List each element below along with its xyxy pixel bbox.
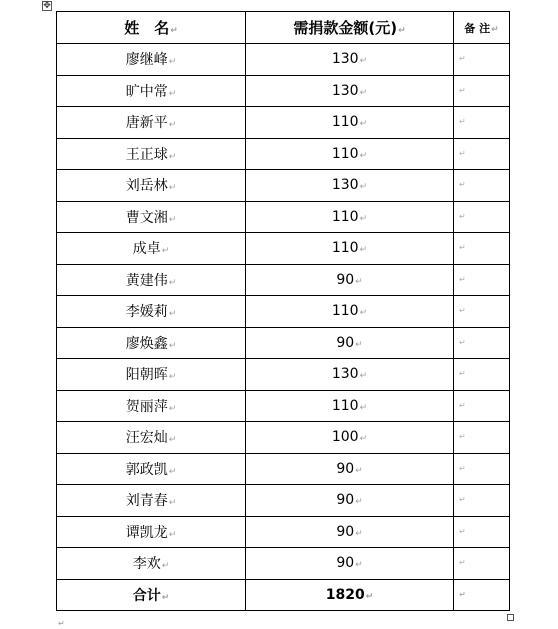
paragraph-mark: ↵ (168, 277, 177, 288)
paragraph-mark: ↵ (168, 214, 177, 225)
paragraph-mark: ↵ (459, 211, 466, 221)
amount-cell[interactable] (246, 327, 454, 359)
paragraph-mark: ↵ (168, 435, 177, 446)
paragraph-mark: ↵ (459, 148, 466, 158)
remark-cell[interactable] (454, 107, 510, 139)
name-cell[interactable] (57, 390, 246, 422)
header-amount[interactable] (246, 12, 454, 44)
name-cell[interactable] (57, 264, 246, 296)
paragraph-mark: ↵ (359, 402, 368, 413)
paragraph-mark: ↵ (398, 26, 406, 36)
amount-cell[interactable] (246, 170, 454, 202)
paragraph-mark: ↵ (459, 180, 466, 189)
amount-cell[interactable] (246, 75, 454, 107)
paragraph-mark: ↵ (459, 463, 466, 473)
paragraph-mark: ↵ (359, 56, 368, 67)
person-name: 汪宏灿 (125, 430, 168, 447)
paragraph-mark: ↵ (168, 57, 177, 68)
paragraph-mark: ↵ (459, 274, 466, 284)
amount-cell[interactable] (246, 485, 454, 517)
person-name: 成卓 (132, 241, 161, 258)
person-name: 旷中常 (125, 83, 168, 100)
person-name: 李欢 (132, 556, 161, 573)
total-label: 合计 (132, 587, 161, 604)
name-cell[interactable] (57, 75, 246, 107)
donation-amount: 110 (331, 397, 359, 414)
donation-amount: 110 (331, 145, 359, 162)
paragraph-mark: ↵ (359, 371, 368, 382)
amount-cell[interactable] (246, 201, 454, 233)
paragraph-mark: ↵ (168, 309, 177, 320)
donation-amount: 110 (331, 303, 359, 320)
table-row (57, 233, 510, 265)
donation-amount: 130 (331, 82, 359, 99)
name-cell[interactable] (57, 233, 246, 265)
table-row (57, 359, 510, 391)
donation-amount: 130 (331, 366, 359, 383)
paragraph-mark: ↵ (359, 434, 368, 445)
person-name: 曹文湘 (125, 209, 168, 226)
table-resize-handle[interactable] (507, 614, 514, 621)
name-cell[interactable] (57, 138, 246, 170)
paragraph-mark: ↵ (359, 119, 368, 130)
name-cell[interactable] (57, 170, 246, 202)
name-cell[interactable] (57, 296, 246, 328)
header-amount-label: 需捐款金额(元) (293, 19, 398, 37)
person-name: 廖焕鑫 (125, 335, 168, 352)
paragraph-mark: ↵ (168, 340, 177, 351)
table-row (57, 516, 510, 548)
paragraph-mark: ↵ (459, 243, 466, 252)
paragraph-mark: ↵ (168, 529, 177, 540)
paragraph-mark: ↵ (168, 151, 177, 162)
donation-amount: 100 (331, 429, 359, 446)
table-row (57, 485, 510, 517)
name-cell[interactable] (57, 548, 246, 580)
paragraph-mark: ↵ (459, 369, 466, 378)
paragraph-mark: ↵ (168, 498, 177, 509)
remark-cell[interactable] (454, 138, 510, 170)
table-row (57, 264, 510, 296)
paragraph-mark: ↵ (355, 497, 363, 508)
person-name: 廖继峰 (125, 52, 168, 69)
remark-cell[interactable] (454, 201, 510, 233)
paragraph-mark: ↵ (459, 117, 466, 126)
table-row (57, 170, 510, 202)
donation-amount: 90 (336, 523, 355, 540)
donation-amount: 90 (336, 271, 355, 288)
paragraph-mark: ↵ (359, 182, 368, 193)
amount-cell[interactable] (246, 516, 454, 548)
paragraph-mark: ↵ (161, 246, 170, 257)
paragraph-mark: ↵ (168, 88, 177, 99)
person-name: 唐新平 (125, 115, 168, 132)
total-remark-cell[interactable] (454, 579, 510, 610)
paragraph-mark: ↵ (459, 400, 466, 410)
amount-cell[interactable] (246, 138, 454, 170)
amount-cell[interactable] (246, 359, 454, 391)
amount-cell[interactable] (246, 264, 454, 296)
name-cell[interactable] (57, 453, 246, 485)
amount-cell[interactable] (246, 453, 454, 485)
paragraph-mark: ↵ (459, 589, 466, 599)
table-row (57, 327, 510, 359)
total-label-cell[interactable] (57, 579, 246, 610)
paragraph-mark: ↵ (168, 120, 177, 131)
total-row (57, 579, 510, 610)
paragraph-mark: ↵ (459, 85, 466, 95)
paragraph-mark: ↵ (459, 54, 466, 63)
amount-cell[interactable] (246, 296, 454, 328)
table-row (57, 548, 510, 580)
person-name: 郭政凯 (125, 461, 168, 478)
paragraph-mark: ↵ (168, 372, 177, 383)
paragraph-mark: ↵ (58, 619, 65, 628)
donation-amount: 90 (336, 460, 355, 477)
donation-table (56, 11, 510, 611)
paragraph-mark: ↵ (359, 245, 368, 256)
remark-cell[interactable] (454, 453, 510, 485)
paragraph-mark: ↵ (355, 560, 363, 571)
paragraph-mark: ↵ (459, 306, 466, 315)
total-amount: 1820 (325, 586, 365, 603)
paragraph-mark: ↵ (359, 150, 368, 161)
person-name: 黄建伟 (125, 272, 168, 289)
table-row (57, 390, 510, 422)
remark-cell[interactable] (454, 296, 510, 328)
amount-cell[interactable] (246, 107, 454, 139)
header-row (57, 12, 510, 44)
paragraph-mark: ↵ (355, 528, 363, 539)
person-name: 王正球 (125, 146, 168, 163)
table-row (57, 453, 510, 485)
remark-cell[interactable] (454, 422, 510, 454)
amount-cell[interactable] (246, 548, 454, 580)
name-cell[interactable] (57, 359, 246, 391)
name-cell[interactable] (57, 44, 246, 76)
paragraph-mark: ↵ (168, 403, 177, 414)
name-cell[interactable] (57, 201, 246, 233)
paragraph-mark: ↵ (459, 337, 466, 347)
person-name: 贺丽萍 (125, 398, 168, 415)
donation-amount: 90 (336, 555, 355, 572)
paragraph-mark: ↵ (168, 466, 177, 477)
total-amount-cell[interactable] (246, 579, 454, 610)
remark-cell[interactable] (454, 170, 510, 202)
remark-cell[interactable] (454, 233, 510, 265)
amount-cell[interactable] (246, 44, 454, 76)
header-name[interactable] (57, 12, 246, 44)
donation-amount: 90 (336, 492, 355, 509)
name-cell[interactable] (57, 485, 246, 517)
paragraph-mark: ↵ (459, 495, 466, 504)
donation-amount: 110 (331, 208, 359, 225)
table-row (57, 201, 510, 233)
paragraph-mark: ↵ (359, 213, 368, 224)
donation-amount: 130 (331, 177, 359, 194)
paragraph-mark: ↵ (168, 183, 177, 194)
name-cell[interactable] (57, 422, 246, 454)
donation-amount: 110 (331, 240, 359, 257)
paragraph-mark: ↵ (355, 465, 363, 476)
donation-amount: 130 (331, 51, 359, 68)
amount-cell[interactable] (246, 390, 454, 422)
table-body (57, 44, 510, 580)
remark-cell[interactable] (454, 516, 510, 548)
donation-amount: 110 (331, 114, 359, 131)
table-row (57, 75, 510, 107)
paragraph-mark: ↵ (355, 276, 363, 287)
donation-amount: 90 (336, 334, 355, 351)
remark-cell[interactable] (454, 327, 510, 359)
amount-cell[interactable] (246, 233, 454, 265)
remark-cell[interactable] (454, 359, 510, 391)
remark-cell[interactable] (454, 390, 510, 422)
remark-cell[interactable] (454, 485, 510, 517)
paragraph-mark: ↵ (459, 432, 466, 441)
table-row (57, 107, 510, 139)
remark-cell[interactable] (454, 44, 510, 76)
person-name: 谭凯龙 (125, 524, 168, 541)
person-name: 阳朝晖 (125, 367, 168, 384)
table-move-handle[interactable]: ✥ (43, 1, 51, 11)
person-name: 刘青春 (125, 493, 168, 510)
paragraph-mark: ↵ (459, 558, 466, 567)
paragraph-mark: ↵ (491, 24, 499, 35)
paragraph-mark: ↵ (161, 592, 170, 603)
remark-cell[interactable] (454, 264, 510, 296)
name-cell[interactable] (57, 107, 246, 139)
person-name: 刘岳林 (125, 178, 168, 195)
remark-cell[interactable] (454, 75, 510, 107)
paragraph-mark: ↵ (161, 561, 170, 572)
table-row (57, 138, 510, 170)
paragraph-mark: ↵ (355, 339, 363, 350)
name-cell[interactable] (57, 327, 246, 359)
table-row (57, 422, 510, 454)
person-name: 李媛莉 (125, 304, 168, 321)
header-remark[interactable] (454, 12, 510, 44)
paragraph-mark: ↵ (359, 308, 368, 319)
paragraph-mark: ↵ (459, 526, 466, 536)
name-cell[interactable] (57, 516, 246, 548)
table-row (57, 296, 510, 328)
paragraph-mark: ↵ (359, 87, 368, 98)
remark-cell[interactable] (454, 548, 510, 580)
amount-cell[interactable] (246, 422, 454, 454)
header-name-label: 姓 名 (124, 19, 170, 37)
table-row (57, 44, 510, 76)
paragraph-mark: ↵ (170, 26, 178, 36)
header-remark-label: 备 注 (464, 21, 491, 35)
paragraph-mark: ↵ (365, 591, 374, 602)
